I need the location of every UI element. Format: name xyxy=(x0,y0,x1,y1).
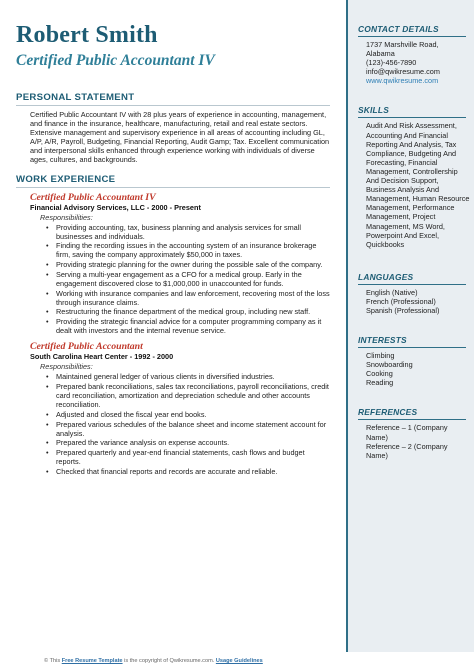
responsibility-item: • Prepared quarterly and year-end financial statements, cash flows and budget reports. xyxy=(46,448,330,466)
responsibility-item: • Prepared bank reconciliations, sales tax reconciliations, payroll reconciliations, credit card reconciliation, amortization and depreciation schedule and other accounts reconciliation. xyxy=(46,382,330,409)
reference-item: Reference – 2 (Company Name) xyxy=(366,441,448,460)
skills-text: Audit And Risk Assessment, Accounting And Financial Reporting And Analysis, Tax Compliance, Budgeting And Forecasting, Financial Management, Controllership And Decision Support, Business Analysis And Management, Human Resource Management, Performance Management, Project Management, MS Word, Powerpoint And Excel, Quickbooks xyxy=(366,121,470,249)
work-experience-heading: WORK EXPERIENCE xyxy=(16,173,116,185)
responsibility-item: • Restructuring the finance department of the medical group, including new staff. xyxy=(46,307,330,316)
responsibility-item: • Checked that financial reports and records are accurate and reliable. xyxy=(46,467,330,476)
footer xyxy=(0,652,474,670)
languages-heading: LANGUAGES xyxy=(358,271,414,282)
responsibility-list xyxy=(16,223,330,336)
responsibility-item: • Adjusted and closed the fiscal year end books. xyxy=(46,410,330,419)
job-list xyxy=(16,192,330,476)
job-entry xyxy=(16,192,330,336)
interest-item: Reading xyxy=(366,378,394,388)
personal-statement-heading: PERSONAL STATEMENT xyxy=(16,92,135,103)
interest-item: Cooking xyxy=(366,369,393,379)
job-title: Certified Public Accountant IV xyxy=(30,191,156,203)
sidebar-divider xyxy=(358,117,466,118)
job-entry xyxy=(16,341,330,476)
responsibility-item: • Providing strategic planning for the owner during the possible sale of the company. xyxy=(46,260,330,269)
sidebar-divider xyxy=(358,347,466,348)
interest-item: Snowboarding xyxy=(366,360,413,370)
job-company-dates: South Carolina Heart Center - 1992 - 2000 xyxy=(30,352,174,362)
candidate-name: Robert Smith xyxy=(16,22,158,48)
footer-copyright: is the copyright of Qwikresume.com. xyxy=(124,658,215,664)
address-line-2: Alabama xyxy=(366,49,395,59)
candidate-title: Certified Public Accountant IV xyxy=(16,52,215,69)
skills-heading: SKILLS xyxy=(358,105,389,116)
sidebar xyxy=(348,0,474,652)
free-resume-template-link[interactable]: Free Resume Template xyxy=(61,658,123,664)
sidebar-divider xyxy=(358,36,466,37)
language-item: Spanish (Professional) xyxy=(366,305,440,315)
language-item: English (Native) xyxy=(366,287,418,297)
responsibilities-label: Responsibilities: xyxy=(40,362,93,372)
responsibility-list xyxy=(16,372,330,476)
responsibility-item: • Working with insurance companies and law enforcement, recovering most of the loss through insurance claims. xyxy=(46,289,330,307)
responsibility-item: • Prepared various schedules of the balance sheet and income statement account for analysis. xyxy=(46,420,330,438)
responsibilities-label: Responsibilities: xyxy=(40,212,93,222)
languages-list xyxy=(358,288,474,315)
responsibility-item: • Providing accounting, tax, business planning and analysis services for small businesses and individuals. xyxy=(46,223,330,241)
sidebar-divider xyxy=(358,284,466,285)
section-divider xyxy=(16,105,330,106)
references-list xyxy=(358,423,474,459)
address-line-1: 1737 Marshville Road, xyxy=(366,40,439,49)
interests-list xyxy=(358,351,474,387)
interests-heading: INTERESTS xyxy=(358,335,407,346)
phone: (123)-456-7890 xyxy=(366,58,417,68)
responsibility-item: • Providing the strategic financial advice for a computer programming company as it dealt with investors and the internal revenue service. xyxy=(46,317,330,335)
contact-details xyxy=(358,40,474,85)
contact-heading: CONTACT DETAILS xyxy=(358,24,439,34)
interest-item: Climbing xyxy=(366,351,395,361)
usage-guidelines-link[interactable]: Usage Guidelines xyxy=(215,658,263,664)
section-divider xyxy=(16,187,330,188)
responsibility-item: • Serving a multi-year engagement as a CFO for a medical group. Early in the engagement discovered close to $1,000,000 in unaccounted for funds. xyxy=(46,270,330,288)
job-title: Certified Public Accountant xyxy=(30,341,143,353)
responsibility-item: • Finding the recording issues in the accounting system of an insurance brokerage firm, saving the company approximately $50,000 in taxes. xyxy=(46,241,330,259)
language-item: French (Professional) xyxy=(366,296,436,306)
references-heading: REFERENCES xyxy=(358,407,418,418)
responsibility-item: • Maintained general ledger of various clients in diversified industries. xyxy=(46,372,330,381)
job-company-dates: Financial Advisory Services, LLC - 2000 - Present xyxy=(30,202,201,212)
personal-statement-text: Certified Public Accountant IV with 28 plus years of experience in accounting, management, and finance in the insurance, healthcare, manufacturing, retail and real estate sectors. Extensive management and supervisory experience in all areas of accounting including GL, A/P, A/R, Payroll, Budgeting, Financial Reporting, Audit Gamp; Tax. Excellent communication and interpersonal skills enhanced through experience working with individuals of diverse ages, cultures, and backgrounds. xyxy=(30,110,330,165)
footer-prefix: © This xyxy=(44,658,61,664)
website-link[interactable]: www.qwikresume.com xyxy=(366,76,439,86)
reference-item: Reference – 1 (Company Name) xyxy=(366,423,448,442)
email: info@qwikresume.com xyxy=(366,67,440,77)
responsibility-item: • Prepared the variance analysis on expense accounts. xyxy=(46,438,330,447)
sidebar-divider xyxy=(358,419,466,420)
